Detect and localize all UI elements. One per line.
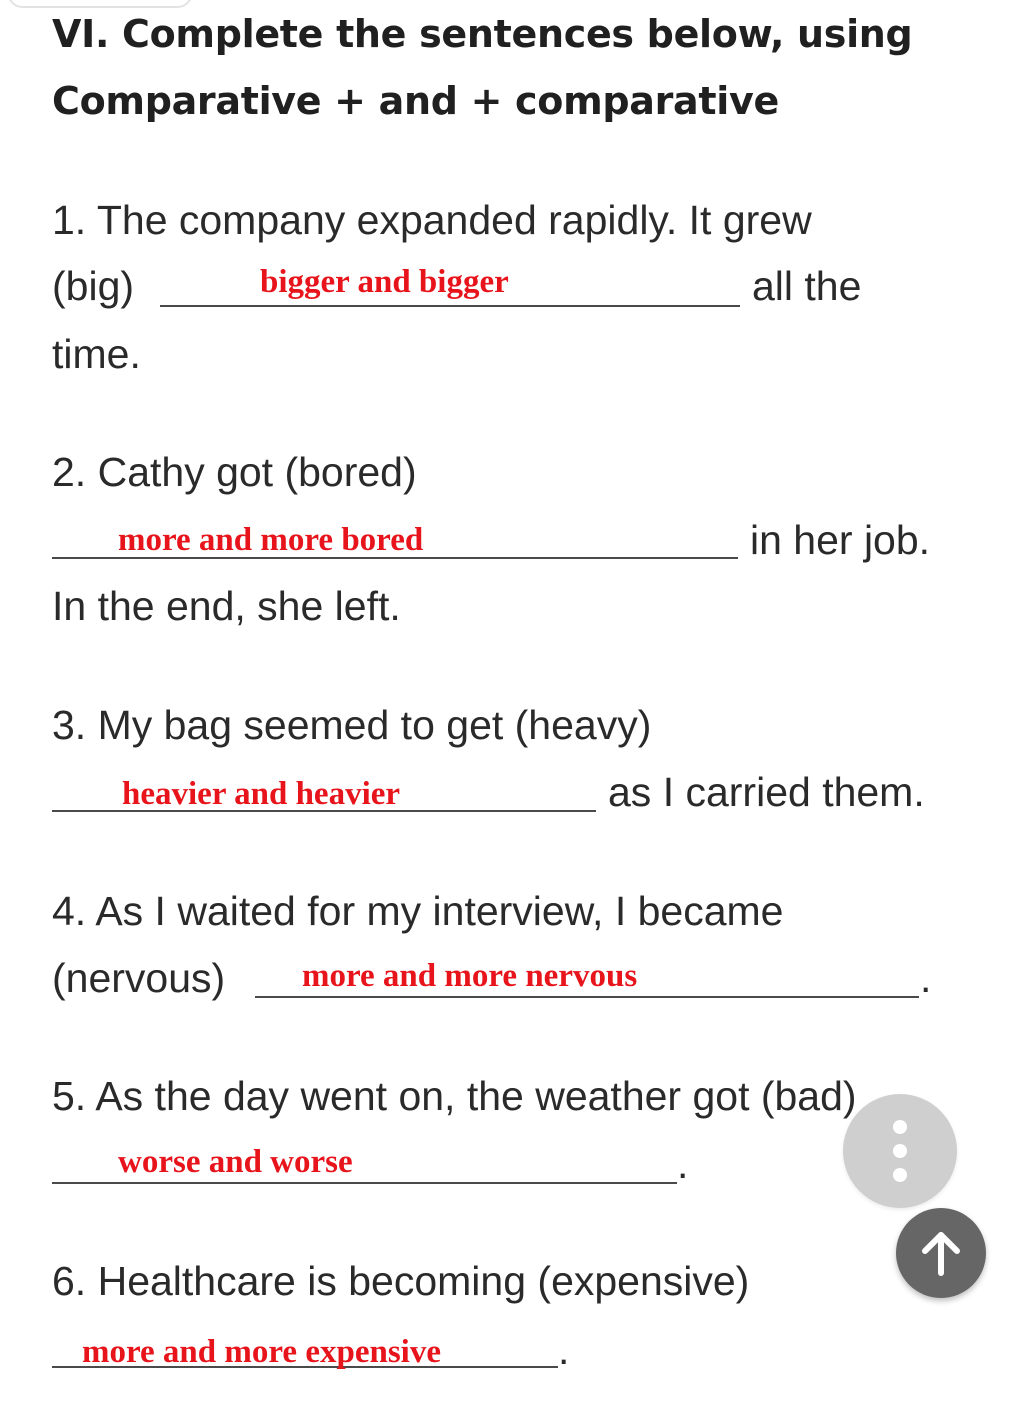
item-1-line-3: time. bbox=[52, 331, 141, 377]
exercise-heading-line-2: Comparative + and + comparative bbox=[52, 79, 779, 123]
item-5-line-1: 5. As the day went on, the weather got (bad) bbox=[52, 1073, 857, 1119]
item-2-answer: more and more bored bbox=[118, 522, 424, 558]
item-1-line-1: 1. The company expanded rapidly. It grew bbox=[52, 197, 812, 243]
item-6-suffix: . bbox=[558, 1327, 570, 1373]
item-6-line-1: 6. Healthcare is becoming (expensive) bbox=[52, 1258, 750, 1304]
item-2-line-3: In the end, she left. bbox=[52, 583, 401, 629]
item-2-line-1: 2. Cathy got (bored) bbox=[52, 449, 417, 495]
item-4-answer: more and more nervous bbox=[302, 958, 638, 994]
item-1-suffix: all the bbox=[752, 263, 862, 309]
item-2-suffix: in her job. bbox=[750, 517, 931, 563]
scroll-to-top-button[interactable] bbox=[896, 1208, 986, 1298]
top-tab-edge bbox=[8, 0, 192, 8]
item-4-prefix: (nervous) bbox=[52, 955, 226, 1001]
item-4-suffix: . bbox=[920, 955, 932, 1001]
more-options-button[interactable] bbox=[843, 1094, 957, 1208]
item-1-answer: bigger and bigger bbox=[260, 264, 509, 300]
item-5-suffix: . bbox=[677, 1141, 689, 1187]
item-1-blank[interactable] bbox=[160, 305, 740, 307]
item-1-prefix: (big) bbox=[52, 263, 135, 309]
item-6-answer: more and more expensive bbox=[82, 1334, 441, 1370]
item-3-line-1: 3. My bag seemed to get (heavy) bbox=[52, 702, 652, 748]
item-4-line-1: 4. As I waited for my interview, I became bbox=[52, 888, 784, 934]
item-5-answer: worse and worse bbox=[118, 1144, 353, 1180]
item-4-blank[interactable] bbox=[255, 996, 919, 998]
item-5-blank[interactable] bbox=[52, 1182, 677, 1184]
item-3-answer: heavier and heavier bbox=[122, 776, 401, 812]
exercise-heading-line-1: VI. Complete the sentences below, using bbox=[52, 12, 913, 56]
arrow-up-icon bbox=[919, 1229, 963, 1277]
item-3-suffix: as I carried them. bbox=[608, 769, 925, 815]
